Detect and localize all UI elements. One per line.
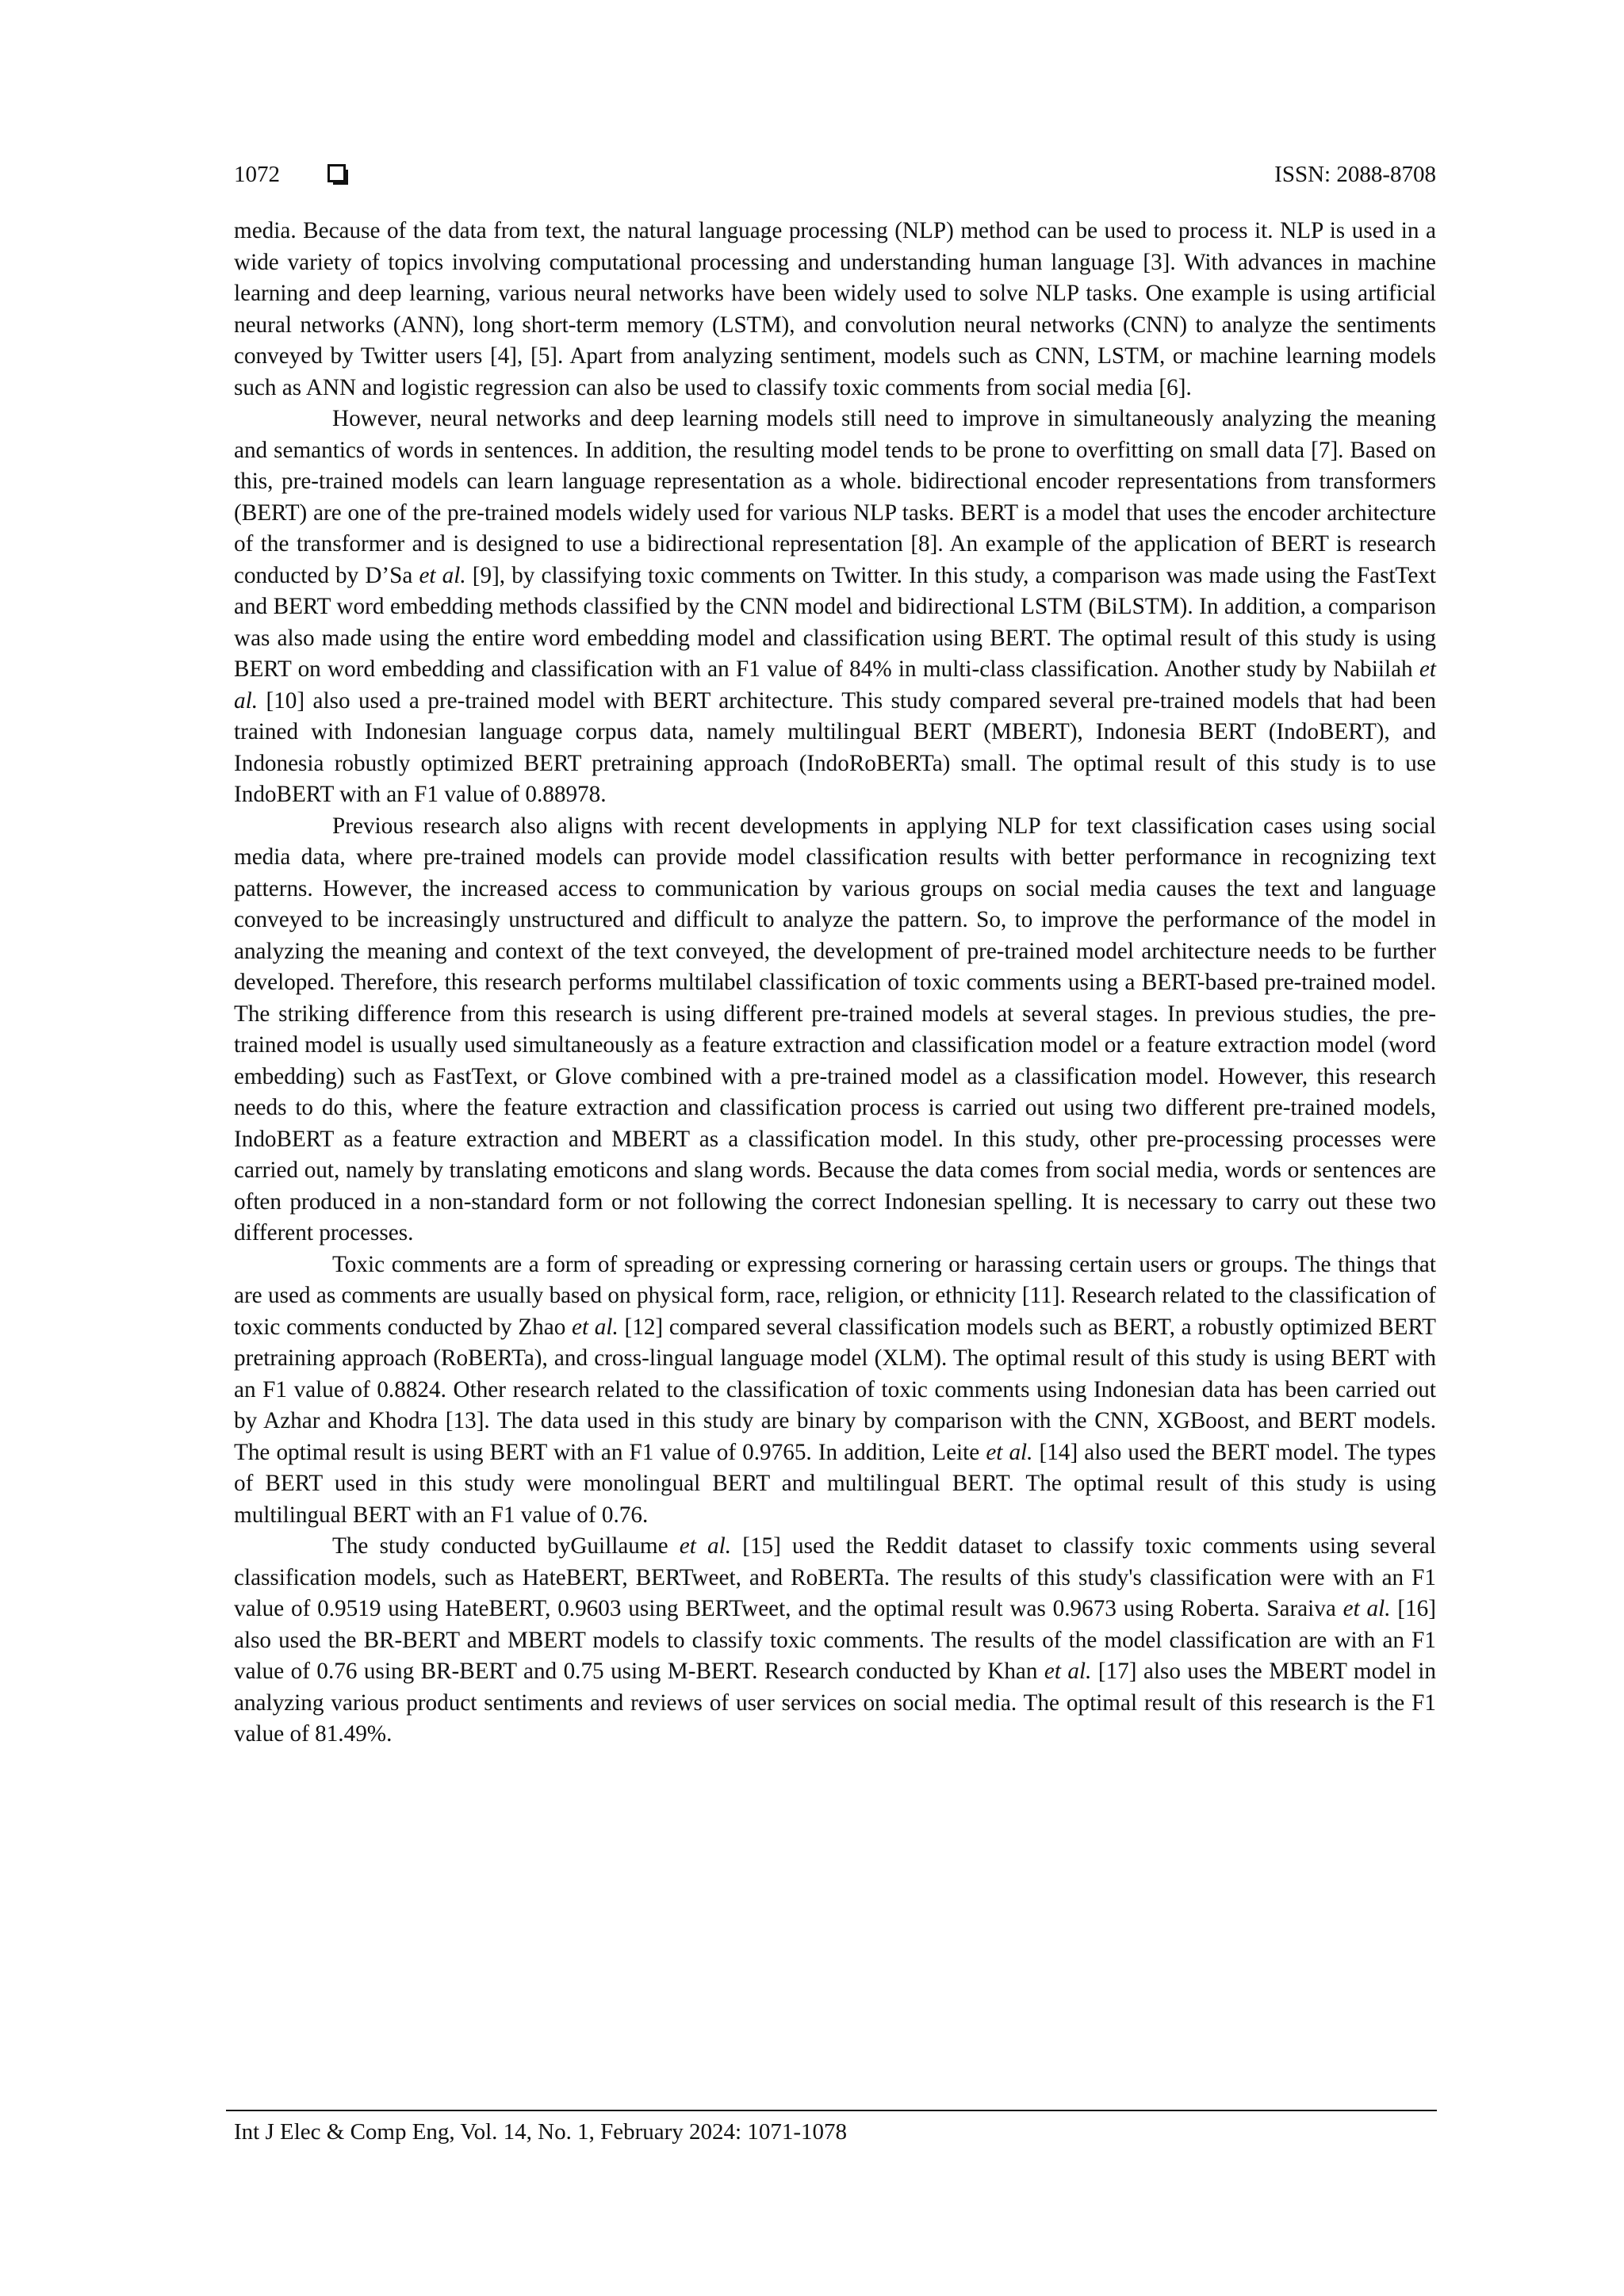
italic-text: et al. (986, 1439, 1033, 1465)
paragraph-text: [15] used the Reddit dataset to classify toxic comments using several classification models, such as HateBERT, BERTweet, and RoBERTa. The results of this study's classification were with an F1 value of 0.9519 using HateBERT, 0.9603 using BERTweet, and the optimal result was 0.9673 using Roberta. Saraiva (234, 1533, 1436, 1621)
paragraph-text: [14] also used the BERT model. The types of BERT used in this study were monolingual BERT and multilingual BERT. The optimal result of this study is using multilingual BERT with an F1 value of 0.76. (234, 1439, 1436, 1528)
paragraph-text: [12] compared several classification models such as BERT, a robustly optimized BERT pretraining approach (RoBERTa), and cross-lingual language model (XLM). The optimal result of this study is using BERT with an F1 value of 0.8824. Other research related to the classification of toxic comments using Indonesian data has been carried out by Azhar and Khodra [13]. The data used in this study are binary by comparison with the CNN, XGBoost, and BERT models. The optimal result is using BERT with an F1 value of 0.9765. In addition, Leite (234, 1314, 1436, 1465)
footer-divider (226, 2110, 1437, 2111)
ballot-box-icon (327, 164, 346, 182)
page-footer: Int J Elec & Comp Eng, Vol. 14, No. 1, February 2024: 1071-1078 (234, 2119, 848, 2145)
paragraph-text: Previous research also aligns with recent developments in applying NLP for text classification cases using social media data, where pre-trained models can provide model classification results with better performance in recognizing text patterns. However, the increased access to communication by various groups on social media causes the text and language conveyed to be increasingly unstructured and difficult to analyze the pattern. So, to improve the performance of the model in analyzing the meaning and context of the text conveyed, the development of pre-trained model architecture needs to be further developed. Therefore, this research performs multilabel classification of toxic comments using a BERT-based pre-trained model. The striking difference from this research is using different pre-trained models at several stages. In previous studies, the pre-trained model is usually used simultaneously as a feature extraction and classification model or a feature extraction model (word embedding) such as FastText, or Glove combined with a pre-trained model as a classification model. However, this research needs to do this, where the feature extraction and classification process is carried out using two different pre-trained models, IndoBERT as a feature extraction and MBERT as a classification model. In this study, other pre-processing processes were carried out, namely by translating emoticons and slang words. Because the data comes from social media, words or sentences are often produced in a non-standard form or not following the correct Indonesian spelling. It is necessary to carry out these two different processes. (234, 813, 1436, 1246)
italic-text: et al. (1044, 1659, 1092, 1684)
paragraph-text: [16] also used the BR-BERT and MBERT models to classify toxic comments. The results of the model classification are with an F1 value of 0.76 using BR-BERT and 0.75 using M-BERT. Research conducted by Khan (234, 1596, 1436, 1684)
page-number: 1072 (234, 162, 280, 187)
paragraph-text: However, neural networks and deep learning models still need to improve in simultaneously analyzing the meaning and semantics of words in sentences. In addition, the resulting model tends to be prone to overfitting on small data [7]. Based on this, pre-trained models can learn language representation as a whole. bidirectional encoder representations from transformers (BERT) are one of the pre-trained models widely used for various NLP tasks. BERT is a model that uses the encoder architecture of the transformer and is designed to use a bidirectional representation [8]. An example of the application of BERT is research conducted by D’Sa (234, 406, 1436, 588)
body-paragraph (234, 216, 1436, 404)
paragraph-text: The study conducted byGuillaume (332, 1533, 680, 1559)
body-paragraph (234, 404, 1436, 811)
italic-text: et al. (234, 656, 1436, 714)
body-paragraph (234, 1249, 1436, 1532)
body-paragraph (234, 1531, 1436, 1751)
issn-label: ISSN: 2088-8708 (1274, 162, 1436, 187)
paragraph-text: [17] also uses the MBERT model in analyzing various product sentiments and reviews of user services on social media. The optimal result of this research is the F1 value of 81.49%. (234, 1659, 1436, 1747)
italic-text: et al. (679, 1533, 732, 1559)
italic-text: et al. (572, 1314, 619, 1340)
paragraph-text: [10] also used a pre-trained model with BERT architecture. This study compared several pre-trained models that had been trained with Indonesian language corpus data, namely multilingual BERT (MBERT), Indonesia BERT (IndoBERT), and Indonesia robustly optimized BERT pretraining approach (IndoRoBERTa) small. The optimal result of this study is to use IndoBERT with an F1 value of 0.88978. (234, 687, 1436, 807)
italic-text: et al. (1342, 1596, 1391, 1621)
paragraph-text: Toxic comments are a form of spreading or expressing cornering or harassing certain users or groups. The things that are used as comments are usually based on physical form, race, religion, or ethnicity [11]. Research related to the classification of toxic comments conducted by Zhao (234, 1251, 1436, 1340)
paragraph-text: [9], by classifying toxic comments on Twitter. In this study, a comparison was made using the FastText and BERT word embedding methods classified by the CNN model and bidirectional LSTM (BiLSTM). In addition, a comparison was also made using the entire word embedding model and classification using BERT. The optimal result of this study is using BERT on word embedding and classification with an F1 value of 84% in multi-class classification. Another study by Nabiilah (234, 562, 1436, 682)
paragraph-text: media. Because of the data from text, the natural language processing (NLP) method can be used to process it. NLP is used in a wide variety of topics involving computational processing and understanding human language [3]. With advances in machine learning and deep learning, various neural networks have been widely used to solve NLP tasks. One example is using artificial neural networks (ANN), long short-term memory (LSTM), and convolution neural networks (CNN) to analyze the sentiments conveyed by Twitter users [4], [5]. Apart from analyzing sentiment, models such as CNN, LSTM, or machine learning models such as ANN and logistic regression can also be used to classify toxic comments from social media [6]. (234, 218, 1436, 400)
italic-text: et al. (419, 562, 466, 588)
page-header (234, 159, 1436, 190)
body-paragraph (234, 811, 1436, 1249)
body-text (234, 216, 1436, 1751)
